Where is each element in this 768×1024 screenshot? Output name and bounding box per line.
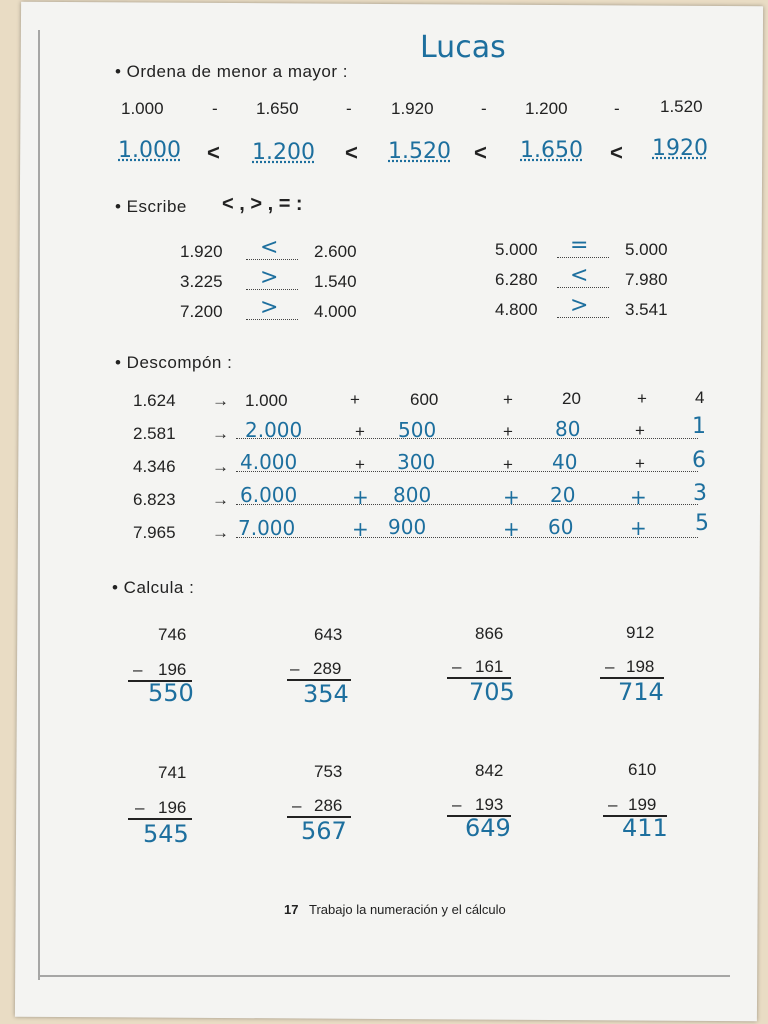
decompose-number: 7.965 xyxy=(133,523,176,542)
decompose-part: 20 xyxy=(550,483,576,507)
calc-subtrahend: 286 xyxy=(314,796,343,815)
plus-sign: + xyxy=(635,421,645,440)
compare-symbols: < , > , = : xyxy=(222,193,303,215)
page-number: 17 xyxy=(284,902,299,917)
decompose-part: 60 xyxy=(548,515,574,539)
decompose-part: 4 xyxy=(695,388,705,407)
arrow-icon: → xyxy=(212,490,229,509)
order-answer: 1.650 xyxy=(520,138,583,163)
decompose-part: 1.000 xyxy=(245,391,288,410)
calc-result: 545 xyxy=(143,820,189,848)
decompose-part: 3 xyxy=(693,481,707,506)
compare-answer: > xyxy=(260,265,279,290)
calc-subtrahend: 196 xyxy=(158,660,187,679)
decompose-part: 4.000 xyxy=(240,450,298,474)
calc-result: 550 xyxy=(148,679,194,707)
calc-subtrahend: 198 xyxy=(626,657,655,676)
minus-sign: – xyxy=(133,660,143,679)
plus-sign: + xyxy=(630,485,647,509)
plus-sign: + xyxy=(630,516,647,540)
decompose-part: 900 xyxy=(388,515,427,539)
decompose-part: 800 xyxy=(393,483,432,507)
calc-minuend: 912 xyxy=(626,623,655,642)
calc-subtrahend: 193 xyxy=(475,795,504,814)
calc-subtrahend: 161 xyxy=(475,657,504,676)
order-lt-symbol: < xyxy=(474,140,487,165)
calc-result: 714 xyxy=(618,678,664,706)
page-border-left xyxy=(38,30,40,980)
minus-sign: – xyxy=(608,795,618,814)
order-number: 1.200 xyxy=(525,99,568,118)
calc-subtrahend: 199 xyxy=(628,795,657,814)
decompose-heading: • Descompón : xyxy=(115,353,233,372)
answer-line xyxy=(236,471,698,472)
minus-sign: – xyxy=(605,657,615,676)
decompose-part: 5 xyxy=(695,511,709,536)
decompose-number: 4.346 xyxy=(133,457,176,476)
compare-left: 5.000 xyxy=(495,240,538,259)
calc-minuend: 746 xyxy=(158,625,187,644)
calc-minuend: 741 xyxy=(158,763,187,782)
calc-result: 567 xyxy=(301,817,347,845)
calc-minuend: 610 xyxy=(628,760,657,779)
decompose-part: 7.000 xyxy=(238,516,296,540)
footer-text: Trabajo la numeración y el cálculo xyxy=(309,902,506,917)
plus-sign: + xyxy=(352,517,369,541)
plus-sign: + xyxy=(355,455,365,474)
decompose-part: 500 xyxy=(398,418,437,442)
calc-subtrahend: 289 xyxy=(313,659,342,678)
student-name: Lucas xyxy=(420,30,506,65)
plus-sign: + xyxy=(503,422,513,441)
order-number: 1.520 xyxy=(660,97,703,116)
answer-line xyxy=(236,438,698,439)
calc-subtrahend: 196 xyxy=(158,798,187,817)
decompose-part: 40 xyxy=(552,450,578,474)
compare-right: 5.000 xyxy=(625,240,668,259)
plus-sign: + xyxy=(635,454,645,473)
order-lt-symbol: < xyxy=(610,140,623,165)
arrow-icon: → xyxy=(212,523,229,542)
compare-right: 3.541 xyxy=(625,300,668,319)
compare-right: 1.540 xyxy=(314,272,357,291)
answer-line xyxy=(557,257,609,258)
order-number: 1.920 xyxy=(391,99,434,118)
plus-sign: + xyxy=(503,455,513,474)
answer-line xyxy=(557,287,609,288)
compare-left: 6.280 xyxy=(495,270,538,289)
answer-line xyxy=(246,319,298,320)
decompose-part: 6.000 xyxy=(240,483,298,507)
arrow-icon: → xyxy=(212,391,229,410)
calc-minuend: 842 xyxy=(475,761,504,780)
order-dash: - xyxy=(614,99,620,118)
answer-line xyxy=(557,317,609,318)
calc-result: 411 xyxy=(622,814,668,842)
calc-result: 649 xyxy=(465,814,511,842)
decompose-number: 2.581 xyxy=(133,424,176,443)
compare-answer: = xyxy=(570,233,589,258)
decompose-part: 80 xyxy=(555,417,581,441)
decompose-part: 300 xyxy=(397,450,436,474)
plus-sign: + xyxy=(503,517,520,541)
order-dash: - xyxy=(346,99,352,118)
compare-right: 7.980 xyxy=(625,270,668,289)
minus-sign: – xyxy=(292,796,302,815)
page-border-bottom xyxy=(40,975,730,977)
arrow-icon: → xyxy=(212,457,229,476)
compare-right: 4.000 xyxy=(314,302,357,321)
answer-line xyxy=(236,537,698,538)
compare-answer: > xyxy=(570,293,589,318)
order-answer: 1920 xyxy=(652,136,708,161)
calc-result: 705 xyxy=(469,678,515,706)
decompose-part: 2.000 xyxy=(245,418,303,442)
minus-sign: – xyxy=(135,798,145,817)
calc-minuend: 753 xyxy=(314,762,343,781)
decompose-number: 1.624 xyxy=(133,391,176,410)
order-answer: 1.000 xyxy=(118,138,181,163)
plus-sign: + xyxy=(355,422,365,441)
decompose-part: 6 xyxy=(692,448,706,473)
plus-sign: + xyxy=(637,389,647,408)
compare-left: 3.225 xyxy=(180,272,223,291)
plus-sign: + xyxy=(350,390,360,409)
minus-sign: – xyxy=(452,657,462,676)
plus-sign: + xyxy=(503,390,513,409)
minus-sign: – xyxy=(452,795,462,814)
calc-minuend: 643 xyxy=(314,625,343,644)
decompose-part: 600 xyxy=(410,390,439,409)
decompose-part: 20 xyxy=(562,389,581,408)
order-number: 1.650 xyxy=(256,99,299,118)
order-answer: 1.520 xyxy=(388,139,451,164)
compare-left: 4.800 xyxy=(495,300,538,319)
order-dash: - xyxy=(212,99,218,118)
calc-heading: • Calcula : xyxy=(112,578,195,597)
calc-result: 354 xyxy=(303,680,349,708)
calc-minuend: 866 xyxy=(475,624,504,643)
arrow-icon: → xyxy=(212,424,229,443)
order-heading: • Ordena de menor a mayor : xyxy=(115,62,348,81)
plus-sign: + xyxy=(503,485,520,509)
compare-answer: < xyxy=(260,235,279,260)
minus-sign: – xyxy=(290,659,300,678)
compare-right: 2.600 xyxy=(314,242,357,261)
answer-line xyxy=(246,259,298,260)
compare-left: 1.920 xyxy=(180,242,223,261)
compare-answer: > xyxy=(260,295,279,320)
order-lt-symbol: < xyxy=(345,140,358,165)
order-number: 1.000 xyxy=(121,99,164,118)
answer-line xyxy=(246,289,298,290)
order-lt-symbol: < xyxy=(207,140,220,165)
order-dash: - xyxy=(481,99,487,118)
order-answer: 1.200 xyxy=(252,140,315,165)
compare-answer: < xyxy=(570,263,589,288)
compare-heading: • Escribe xyxy=(115,197,187,216)
answer-line xyxy=(236,504,698,505)
plus-sign: + xyxy=(352,485,369,509)
decompose-number: 6.823 xyxy=(133,490,176,509)
decompose-part: 1 xyxy=(692,414,706,439)
compare-left: 7.200 xyxy=(180,302,223,321)
